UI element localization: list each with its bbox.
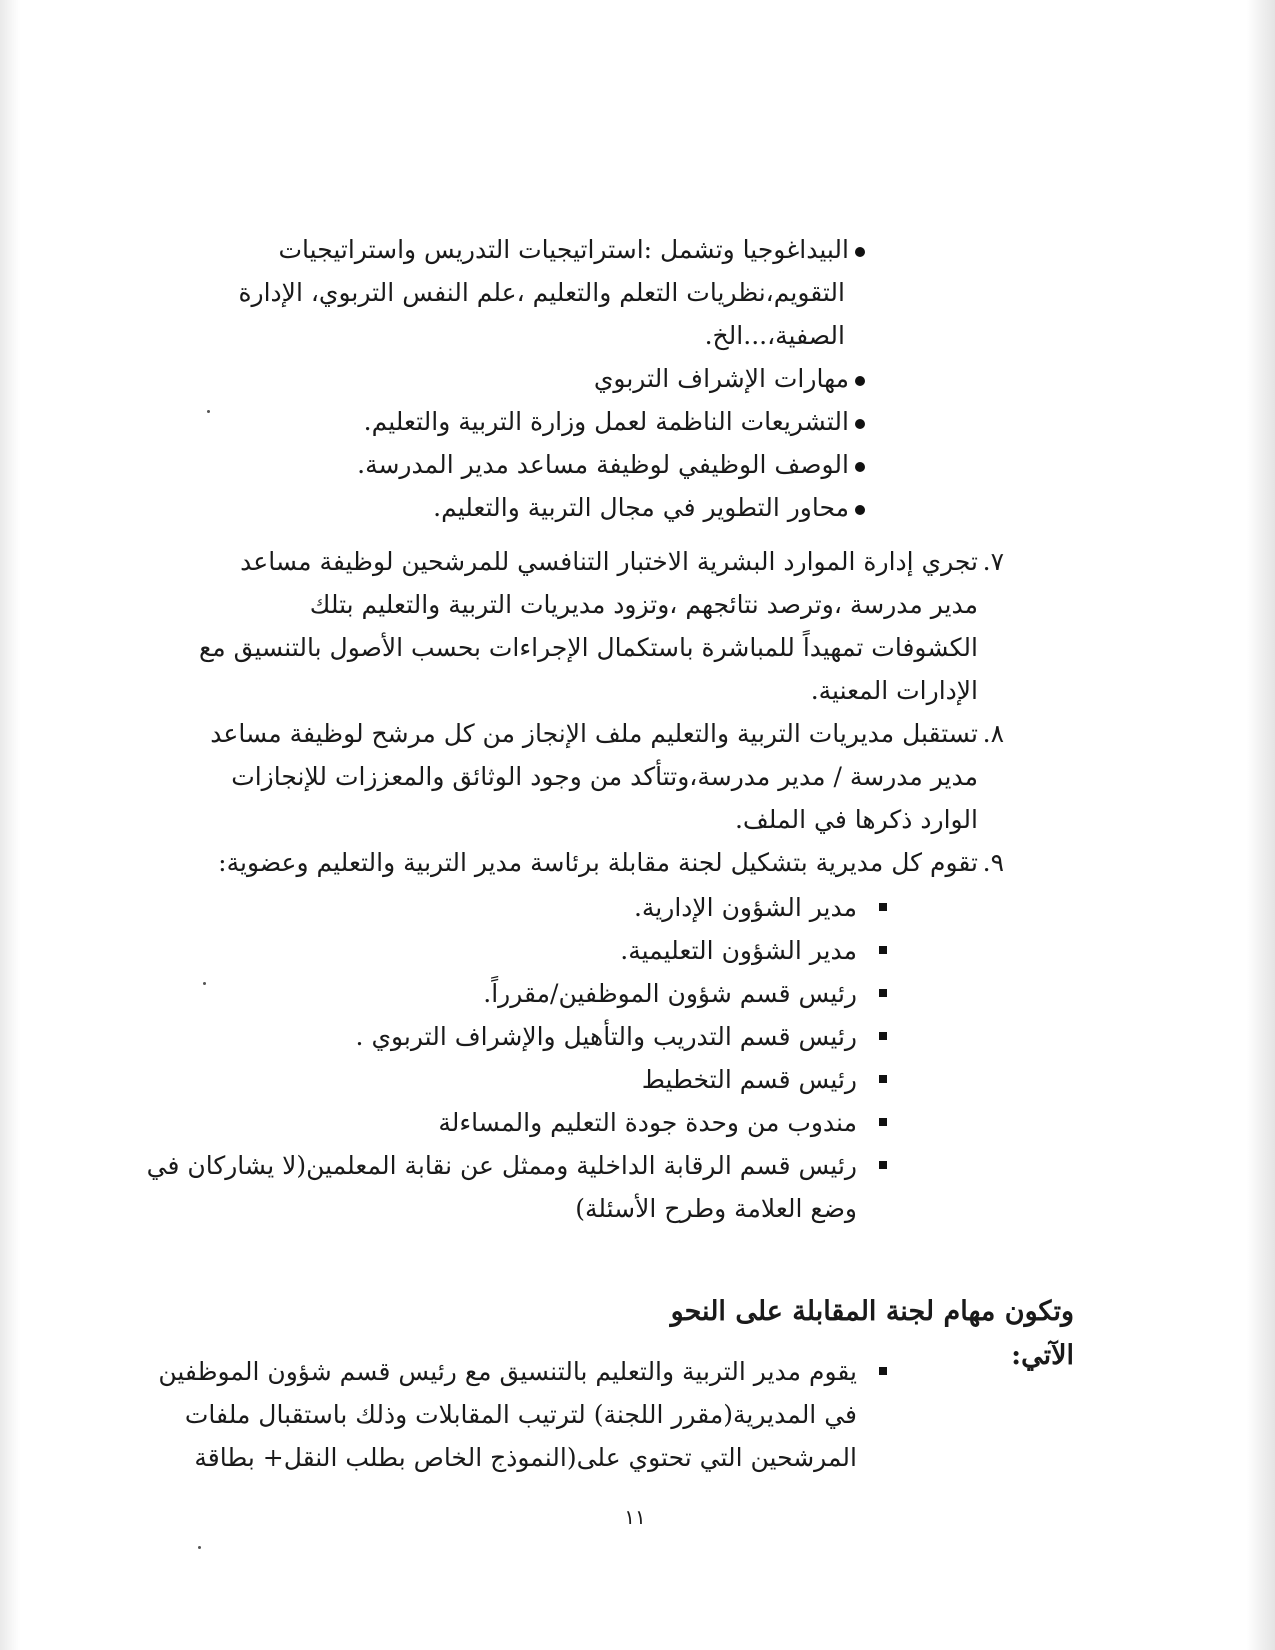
list-item-text: الوصف الوظيفي لوظيفة مساعد مدير المدرسة. — [357, 450, 849, 479]
item-text: تستقبل مديريات التربية والتعليم ملف الإنجاز من كل مرشح لوظيفة مساعد — [210, 719, 978, 748]
square-bullet-icon — [879, 989, 887, 997]
list-item — [200, 228, 865, 357]
list-item-text: رئيس قسم التدريب والتأهيل والإشراف التربوي . — [355, 1022, 857, 1051]
square-bullet-icon — [879, 903, 887, 911]
section-heading: وتكون مهام لجنة المقابلة على النحو الآتي: — [670, 1296, 1074, 1371]
list-item — [146, 1144, 893, 1230]
bullet-dot-icon — [855, 462, 865, 472]
list-item-text: مدير الشؤون الإدارية. — [633, 893, 857, 922]
item-number: ٧. — [982, 547, 1004, 576]
scan-speck — [198, 1546, 201, 1549]
list-item-text: التشريعات الناظمة لعمل وزارة التربية والتعليم. — [363, 407, 849, 436]
bullet-dot-icon — [855, 376, 865, 386]
list-item-text: البيداغوجيا وتشمل :استراتيجيات التدريس واستراتيجيات — [278, 235, 849, 264]
list-item-text: رئيس قسم شؤون الموظفين/مقرراً. — [483, 979, 857, 1008]
list-item-text: رئيس قسم الرقابة الداخلية وممثل عن نقابة المعلمين(لا يشاركان في — [146, 1151, 857, 1180]
scan-speck — [207, 410, 210, 413]
scan-edge-right — [1247, 0, 1275, 1650]
list-item-text: مدير الشؤون التعليمية. — [620, 936, 857, 965]
item-text: الكشوفات تمهيداً للمباشرة باستكمال الإجراءات بحسب الأصول بالتنسيق مع — [198, 633, 978, 662]
numbered-item — [198, 712, 1004, 841]
bullet-dot-icon — [855, 419, 865, 429]
list-item-text: الصفية،...الخ. — [704, 321, 845, 350]
list-item — [198, 886, 893, 929]
list-item — [198, 1058, 893, 1101]
scan-speck — [203, 982, 206, 985]
list-item — [200, 443, 865, 486]
square-bullet-icon — [879, 1367, 887, 1375]
item-text: الوارد ذكرها في الملف. — [734, 805, 978, 834]
list-item — [198, 972, 893, 1015]
item-number: ٨. — [982, 719, 1004, 748]
topics-bullet-list — [200, 228, 865, 529]
list-item-text: المرشحين التي تحتوي على(النموذج الخاص بطلب النقل+ بطاقة — [194, 1443, 857, 1472]
list-item-text: التقويم،نظريات التعلم والتعليم ،علم النفس التربوي، الإدارة — [238, 278, 845, 307]
item-text: مدير مدرسة ،وترصد نتائجهم ،وتزود مديريات التربية والتعليم بتلك — [309, 590, 978, 619]
list-item — [198, 1015, 893, 1058]
list-item — [198, 1101, 893, 1144]
numbered-procedures — [198, 540, 1004, 884]
list-item-text: مهارات الإشراف التربوي — [593, 364, 849, 393]
item-text: تجري إدارة الموارد البشرية الاختبار التنافسي للمرشحين لوظيفة مساعد — [240, 547, 978, 576]
item-number: ٩. — [982, 848, 1004, 877]
list-item-text: يقوم مدير التربية والتعليم بالتنسيق مع رئيس قسم شؤون الموظفين — [158, 1357, 857, 1386]
square-bullet-icon — [879, 1118, 887, 1126]
bullet-dot-icon — [855, 247, 865, 257]
list-item-text: وضع العلامة وطرح الأسئلة) — [575, 1194, 857, 1223]
bullet-dot-icon — [855, 505, 865, 515]
square-bullet-icon — [879, 1032, 887, 1040]
numbered-item — [198, 540, 1004, 712]
item-text: مدير مدرسة / مدير مدرسة،وتتأكد من وجود الوثائق والمعززات للإنجازات — [231, 762, 978, 791]
square-bullet-icon — [879, 946, 887, 954]
list-item — [198, 929, 893, 972]
scan-edge-left — [0, 0, 20, 1650]
page-number: ١١ — [624, 1505, 646, 1529]
list-item-text: مندوب من وحدة جودة التعليم والمساءلة — [438, 1108, 857, 1137]
list-item — [200, 400, 865, 443]
committee-tasks-list — [158, 1350, 893, 1479]
list-item-text: رئيس قسم التخطيط — [641, 1065, 857, 1094]
committee-members-list — [146, 886, 893, 1230]
list-item-text: في المديرية(مقرر اللجنة) لترتيب المقابلات وذلك باستقبال ملفات — [184, 1400, 857, 1429]
list-item-text: محاور التطوير في مجال التربية والتعليم. — [433, 493, 849, 522]
item-text: تقوم كل مديرية بتشكيل لجنة مقابلة برئاسة مدير التربية والتعليم وعضوية: — [218, 848, 978, 877]
square-bullet-icon — [879, 1161, 887, 1169]
numbered-item — [198, 841, 1004, 884]
item-text: الإدارات المعنية. — [810, 676, 978, 705]
list-item — [200, 486, 865, 529]
list-item — [158, 1350, 893, 1479]
square-bullet-icon — [879, 1075, 887, 1083]
list-item — [200, 357, 865, 400]
